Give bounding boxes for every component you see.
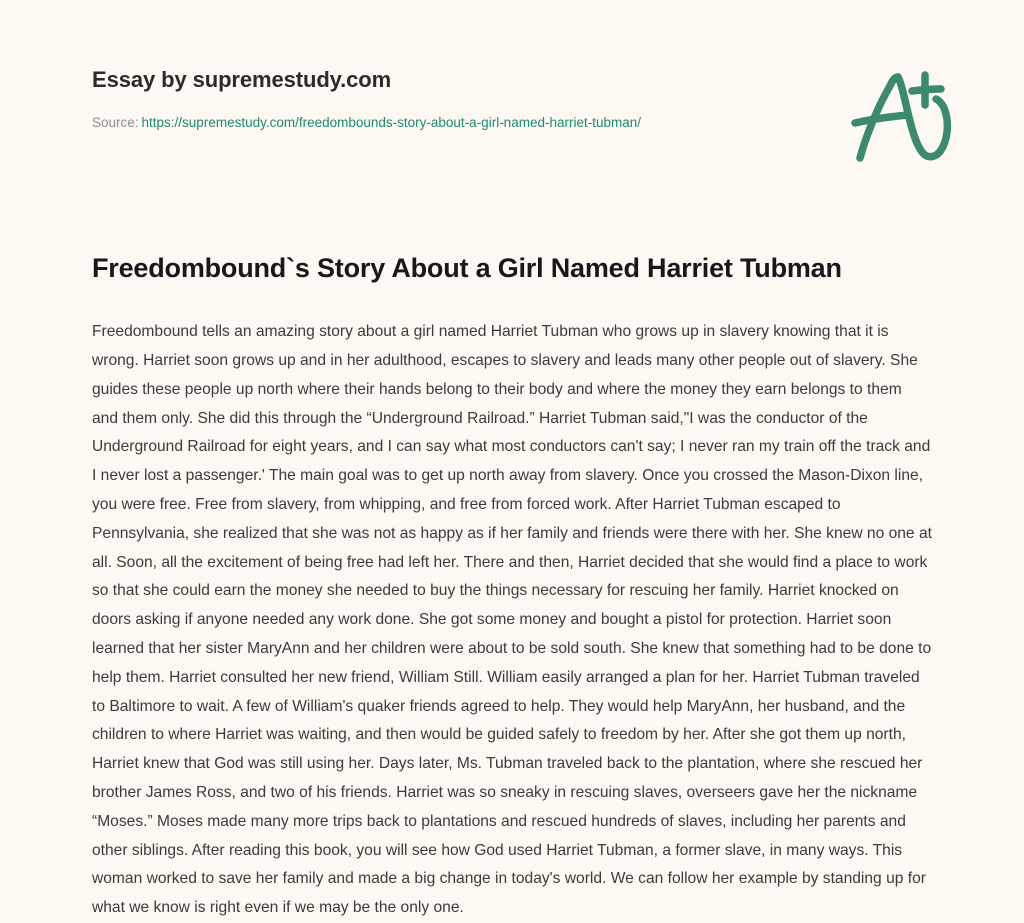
article	[92, 250, 932, 923]
page-header	[92, 66, 964, 132]
essay-byline: Essay by supremestudy.com	[92, 67, 392, 92]
page-title: Freedombound`s Story About a Girl Named Harriet Tubman	[92, 253, 842, 283]
a-plus-logo-icon	[846, 68, 966, 168]
source-label: Source:	[92, 114, 139, 130]
source-url-link[interactable]: https://supremestudy.com/freedombounds-story-about-a-girl-named-harriet-tubman/	[141, 114, 641, 130]
source-line	[92, 114, 964, 133]
a-plus-logo[interactable]	[846, 68, 966, 168]
article-body-text: Freedombound tells an amazing story about a girl named Harriet Tubman who grows up in slavery knowing that it is wrong. Harriet soon grows up and in her adulthood, escapes to slavery and leads many other people out of slavery. She guides these people up north where their hands belong to their body and where the money they earn belongs to them and them only. She did this through the “Underground Railroad.” Harriet Tubman said,"I was the conductor of the Underground Railroad for eight years, and I can say what most conductors can't say; I never ran my train off the track and I never lost a passenger.' The main goal was to get up north away from slavery. Once you crossed the Mason-Dixon line, you were free. Free from slavery, from whipping, and free from forced work. After Harriet Tubman escaped to Pennsylvania, she realized that she was not as happy as if her family and friends were there with her. She knew no one at all. Soon, all the excitement of being free had left her. There and then, Harriet decided that she would find a place to work so that she could earn the money she needed to buy the things necessary for rescuing her family. Harriet knocked on doors asking if anyone needed any work done. She got some money and bought a pistol for protection. Harriet soon learned that her sister MaryAnn and her children were about to be sold south. She knew that something had to be done to help them. Harriet consulted her new friend, William Still. William easily arranged a plan for her. Harriet Tubman traveled to Baltimore to wait. A few of William's quaker friends agreed to help. They would help MaryAnn, her husband, and the children to where Harriet was waiting, and then would be guided safely to freedom by her. After she got them up north, Harriet knew that God was still using her. Days later, Ms. Tubman traveled back to the plantation, where she rescued her brother James Ross, and two of his friends. Harriet was so sneaky in rescuing slaves, overseers gave her the nickname “Moses.” Moses made many more trips back to plantations and rescued hundreds of slaves, including her parents and other siblings. After reading this book, you will see how God used Harriet Tubman, a former slave, in many ways. This woman worked to save her family and made a big change in today's world. We can follow her example by standing up for what we know is right even if we may be the only one.	[92, 323, 932, 917]
